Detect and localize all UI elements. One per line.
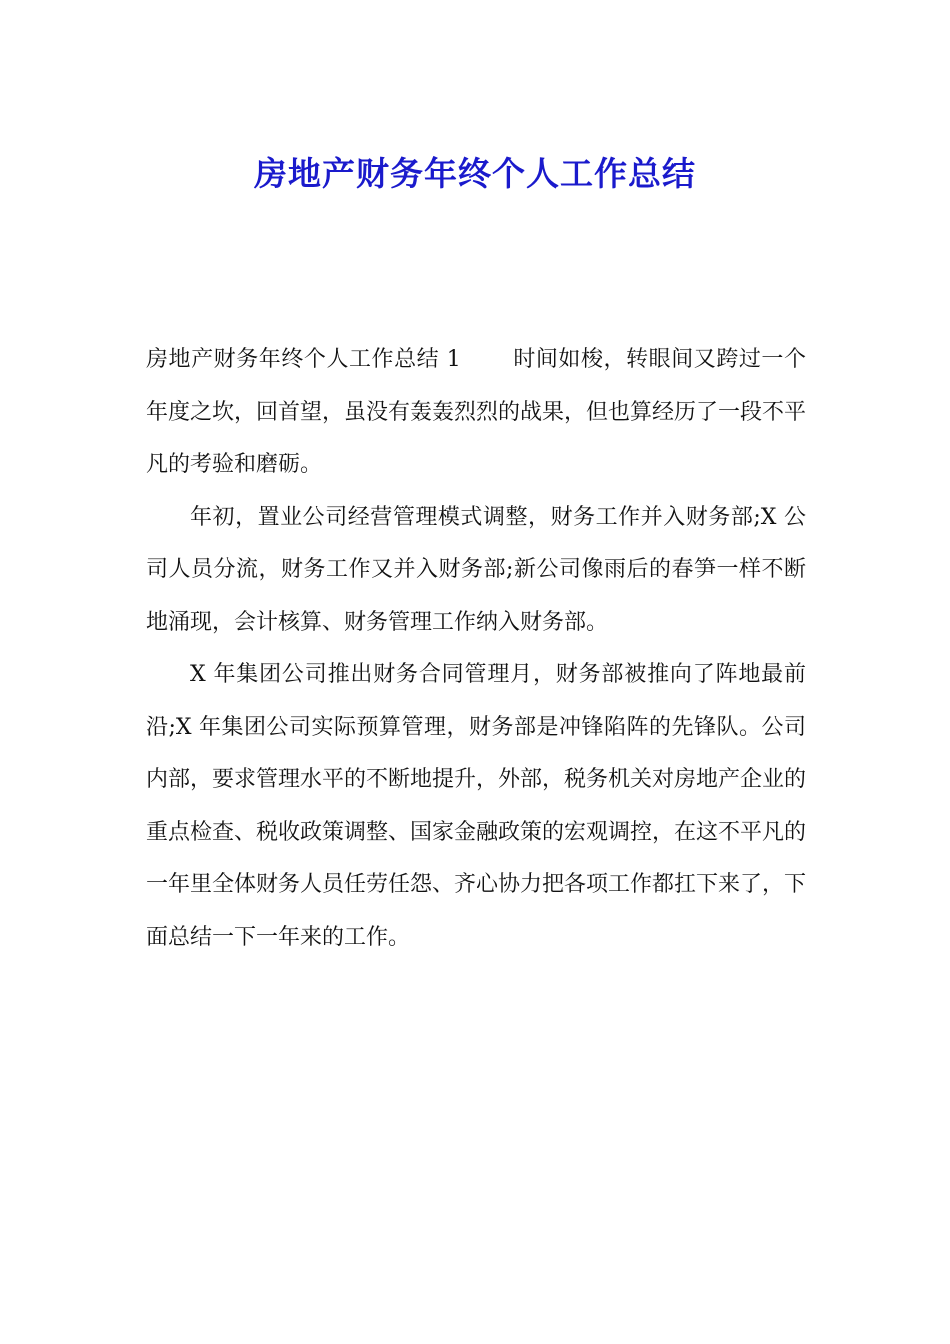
document-body xyxy=(146,334,806,964)
paragraph-text: 时间如梭，转眼间又跨过一个年度之坎，回首望，虽没有轰轰烈烈的战果，但也算经历了一段不平凡的考验和磨砺。 xyxy=(146,347,807,477)
paragraph-1 xyxy=(146,334,806,492)
section-heading: 房地产财务年终个人工作总结 1 xyxy=(146,347,461,372)
page-title: 房地产财务年终个人工作总结 xyxy=(254,154,696,194)
paragraph-3: X 年集团公司推出财务合同管理月，财务部被推向了阵地最前沿;X 年集团公司实际预算管理，财务部是冲锋陷阵的先锋队。公司内部，要求管理水平的不断地提升，外部，税务机关对房地产企业的重点检查、税收政策调整、国家金融政策的宏观调控，在这不平凡的一年里全体财务人员任劳任怨、齐心协力把各项工作都扛下来了，下面总结一下一年来的工作。 xyxy=(146,662,807,950)
paragraph-2: 年初，置业公司经营管理模式调整，财务工作并入财务部;X 公司人员分流，财务工作又并入财务部;新公司像雨后的春笋一样不断地涌现，会计核算、财务管理工作纳入财务部。 xyxy=(146,504,806,635)
